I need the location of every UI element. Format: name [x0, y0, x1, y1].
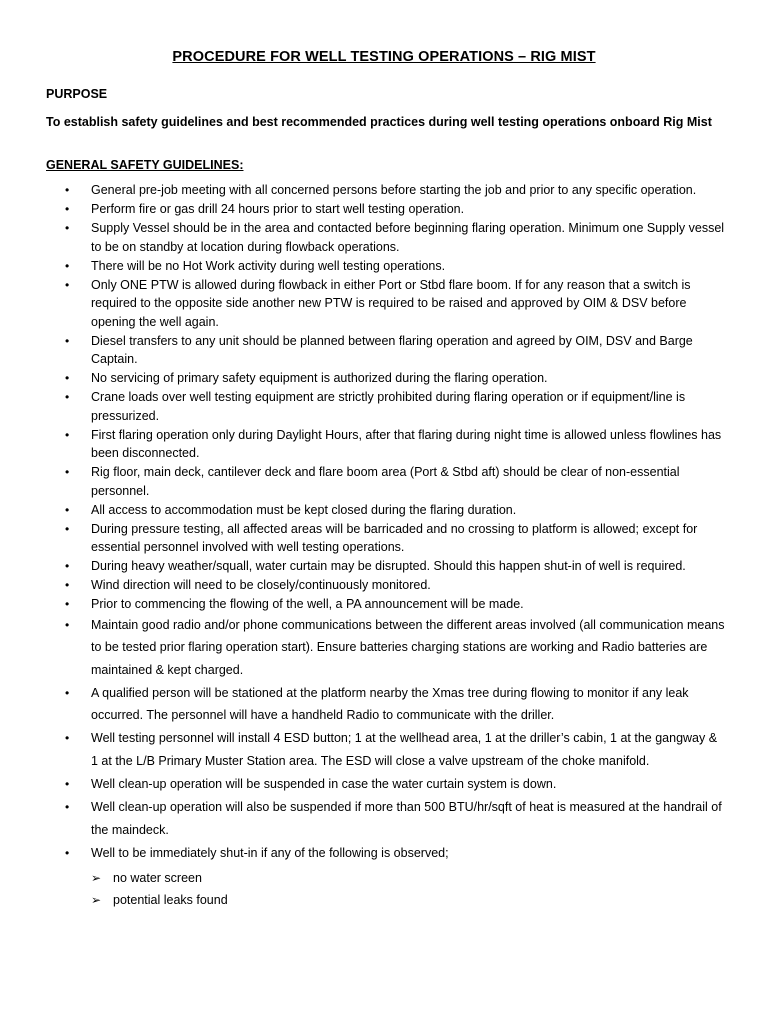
list-item-text: General pre-job meeting with all concerned persons before starting the job and prior to any specific operation. [91, 183, 697, 197]
bullet-icon: • [65, 845, 70, 860]
list-item [0, 200, 768, 219]
bullet-icon: • [65, 277, 70, 292]
bullet-icon: • [65, 521, 70, 536]
list-item-text: All access to accommodation must be kept closed during the flaring duration. [91, 502, 517, 517]
sub-list [91, 867, 726, 911]
list-item [0, 773, 768, 795]
list-item [0, 463, 768, 500]
list-item [0, 276, 768, 332]
bullet-icon: • [65, 731, 70, 746]
list-item [0, 595, 768, 614]
bullet-icon: • [65, 202, 70, 216]
bullet-icon: • [65, 390, 70, 404]
purpose-text: To establish safety guidelines and best recommended practices during well testing operations onboard Rig Mist [46, 115, 712, 129]
list-item-text: Perform fire or gas drill 24 hours prior to start well testing operation. [91, 202, 465, 216]
list-item [0, 181, 768, 200]
list-item [0, 727, 768, 772]
list-item-text: Well clean-up operation will also be suspended if more than 500 BTU/hr/sqft of heat is measured at the handrail of the maindeck. [91, 800, 722, 837]
sub-list-item [91, 889, 726, 911]
list-item-text: No servicing of primary safety equipment is authorized during the flaring operation. [91, 371, 548, 385]
bullet-icon: • [65, 618, 70, 632]
arrow-bullet-icon: ➢ [91, 893, 102, 908]
list-item-text: There will be no Hot Work activity during well testing operations. [91, 258, 446, 273]
list-item [0, 842, 768, 911]
document-title: PROCEDURE FOR WELL TESTING OPERATIONS – RIG MIST [172, 49, 596, 65]
guidelines-heading: GENERAL SAFETY GUIDELINES: [46, 158, 244, 172]
bullet-icon: • [65, 333, 70, 348]
list-item [0, 257, 768, 276]
list-item [0, 426, 768, 463]
bullet-icon: • [65, 502, 70, 517]
list-item-text: Well clean-up operation will be suspended in case the water curtain system is down. [91, 777, 557, 792]
list-item [0, 520, 768, 557]
list-item-text: Crane loads over well testing equipment are strictly prohibited during flaring operation or if equipment/line is pressurized. [91, 390, 686, 423]
sub-list-item-text: no water screen [113, 871, 202, 886]
purpose-heading: PURPOSE [46, 87, 108, 101]
list-item-text: Well to be immediately shut-in if any of the following is observed; [91, 845, 449, 860]
bullet-icon: • [65, 578, 70, 592]
list-item [0, 388, 768, 425]
list-item-text: Well testing personnel will install 4 ESD button; 1 at the wellhead area, 1 at the driller’s cabin, 1 at the gangway & 1 at the L/B Primary Muster Station area. The ESD will close a valve upstream of the choke manifold. [91, 731, 718, 768]
bullet-icon: • [65, 183, 70, 197]
bullet-icon: • [65, 777, 70, 792]
bullet-icon: • [65, 800, 70, 815]
list-item [0, 369, 768, 388]
list-item [0, 501, 768, 520]
list-item-text: Wind direction will need to be closely/continuously monitored. [91, 578, 431, 592]
list-item [0, 219, 768, 256]
bullet-icon: • [65, 371, 70, 385]
bullet-icon: • [65, 559, 70, 573]
sub-list-item [91, 867, 726, 889]
list-item-text: Rig floor, main deck, cantilever deck and flare boom area (Port & Stbd aft) should be clear of non-essential personnel. [91, 465, 680, 498]
list-item [0, 682, 768, 727]
sub-list-item-text: potential leaks found [113, 893, 228, 908]
list-item [0, 576, 768, 595]
list-item [0, 614, 768, 681]
bullet-icon: • [65, 258, 70, 273]
list-item-text: Supply Vessel should be in the area and contacted before beginning flaring operation. Minimum one Supply vessel to be on standby at location during flowback operations. [91, 221, 725, 254]
list-item-text: During pressure testing, all affected areas will be barricaded and no crossing to platform is allowed; except for essential personnel involved with well testing operations. [91, 521, 698, 554]
list-item [0, 796, 768, 841]
bullet-icon: • [65, 685, 70, 700]
list-item [0, 332, 768, 369]
arrow-bullet-icon: ➢ [91, 871, 102, 886]
list-item-text: During heavy weather/squall, water curtain may be disrupted. Should this happen shut-in of well is required. [91, 559, 686, 573]
bullet-icon: • [65, 427, 70, 442]
list-item-text: A qualified person will be stationed at the platform nearby the Xmas tree during flowing to monitor if any leak occurred. The personnel will have a handheld Radio to communicate with the driller. [91, 685, 689, 723]
list-item-text: First flaring operation only during Daylight Hours, after that flaring during night time is allowed unless flowlines has been disconnected. [91, 427, 722, 460]
list-item-text: Diesel transfers to any unit should be planned between flaring operation and agreed by OIM, DSV and Barge Captain. [91, 333, 693, 366]
bullet-icon: • [65, 597, 70, 611]
list-item [0, 557, 768, 576]
bullet-icon: • [65, 465, 70, 479]
list-item-text: Maintain good radio and/or phone communications between the different areas involved (all communication means to be tested prior flaring operation start). Ensure batteries charging stations are working and Radio batteries are maintained & kept charged. [91, 618, 725, 677]
list-item-text: Prior to commencing the flowing of the well, a PA announcement will be made. [91, 597, 524, 611]
bullet-icon: • [65, 221, 70, 235]
guidelines-list [0, 181, 768, 912]
list-item-text: Only ONE PTW is allowed during flowback in either Port or Stbd flare boom. If for any reason that a switch is required to the opposite side another new PTW is required to be raised and approved by OIM & DSV before opening the well again. [91, 277, 691, 329]
